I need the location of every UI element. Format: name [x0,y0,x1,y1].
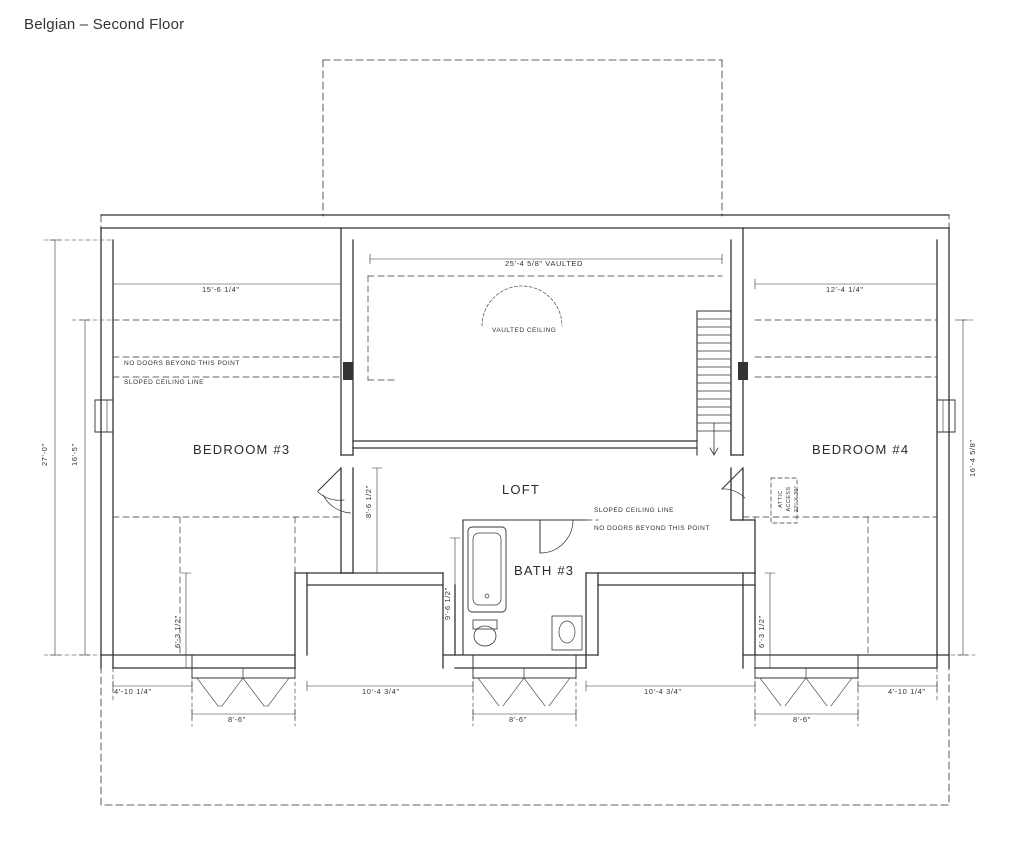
dimension-bedroom4-width: 12'-4 1/4" [826,285,864,294]
note-no-doors-right: NO DOORS BEYOND THIS POINT [594,525,710,532]
note-sloped-ceiling-right: SLOPED CEILING LINE [594,507,674,514]
attic-access-line-1: ATTIC [778,490,784,508]
dimension-bath-depth: 9'-6 1/2" [443,587,452,620]
dimension-right-dormer: 8'-6" [793,715,811,724]
room-label-loft: LOFT [502,482,541,497]
page-title: Belgian – Second Floor [24,16,185,33]
attic-access-line-3: 22" X 30" [794,485,800,513]
dimension-bedroom3-width: 15'-6 1/4" [202,285,240,294]
room-label-bedroom-4: BEDROOM #4 [812,442,910,457]
dimension-right-outer: 4'-10 1/4" [888,687,926,696]
dimension-left-dormer: 8'-6" [228,715,246,724]
dimension-bedroom3-depth: 16'-5" [70,443,79,466]
dimension-bedroom4-closet: 6'-3 1/2" [757,615,766,648]
note-sloped-ceiling-left: SLOPED CEILING LINE [124,379,204,386]
dimension-left-mid: 10'-4 3/4" [362,687,400,696]
dimension-overall-depth: 27'-0" [40,443,49,466]
dimension-left-outer: 4'-10 1/4" [114,687,152,696]
note-no-doors-left: NO DOORS BEYOND THIS POINT [124,360,240,367]
attic-access-line-2: ACCESS [786,486,792,512]
dimension-vaulted-width: 25'-4 5/8" VAULTED [505,259,583,268]
dimension-right-mid: 10'-4 3/4" [644,687,682,696]
dimension-hall-width: 8'-6 1/2" [364,485,373,518]
note-vaulted-ceiling: VAULTED CEILING [492,327,557,334]
dimension-bedroom4-depth: 16'-4 5/8" [968,439,977,477]
dimension-bedroom3-closet: 6'-3 1/2" [173,615,182,648]
room-label-bedroom-3: BEDROOM #3 [193,442,291,457]
dimension-center-dormer: 8'-6" [509,715,527,724]
room-label-bath-3: BATH #3 [514,563,575,578]
